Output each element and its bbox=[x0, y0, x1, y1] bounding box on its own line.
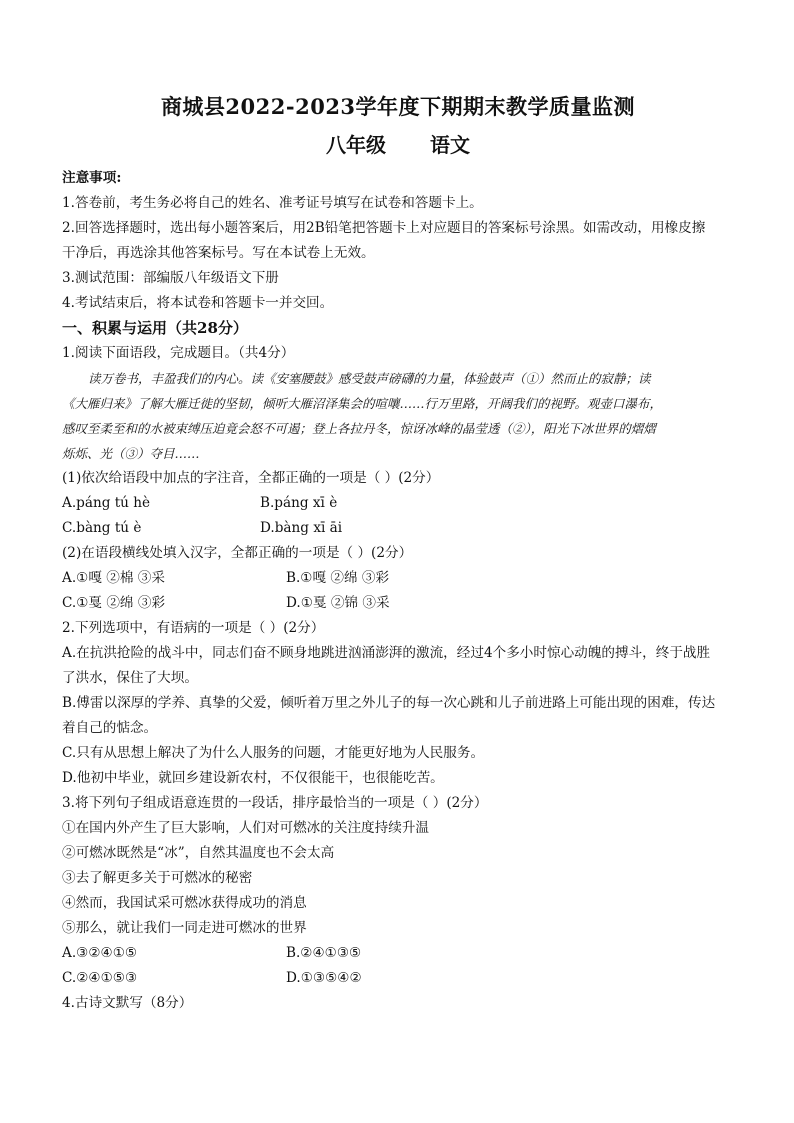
note-item: 1.答卷前，考生务必将自己的姓名、准考证号填写在试卷和答题卡上。 bbox=[62, 195, 483, 211]
section-heading: 一、积累与运用（共28分） bbox=[62, 319, 248, 337]
grade-label: 八年级 bbox=[326, 133, 386, 157]
option-line: 着自己的惦念。 bbox=[62, 720, 158, 736]
option-line: B.傅雷以深厚的学养、真挚的父爱，倾听着万里之外儿子的每一次心跳和儿子前进路上可能出现的困难，传达 bbox=[62, 695, 716, 711]
question-stem: 4.古诗文默写（8分） bbox=[62, 995, 193, 1011]
option-a: A.páng tú hè bbox=[62, 495, 151, 511]
options-row bbox=[62, 516, 734, 541]
subquestion-stem: (1)依次给语段中加点的字注音，全都正确的一项是（ ）(2分） bbox=[62, 470, 440, 486]
passage-line: 《大雁归来》了解大雁迁徙的坚韧，倾听大雁沼泽集会的喧嚷……行万里路，开阔我们的视野。观壶口瀑布， bbox=[62, 396, 663, 411]
sentence-item: ②可燃冰既然是“冰”，自然其温度也不会太高 bbox=[62, 845, 335, 861]
sentence-item: ①在国内外产生了巨大影响，人们对可燃冰的关注度持续升温 bbox=[62, 820, 430, 836]
notes-heading: 注意事项: bbox=[62, 170, 122, 186]
passage-line: 感叹至柔至和的水被束缚压迫竟会怒不可遏；登上各拉丹冬，惊讶冰峰的晶莹透（②），阳光下冰世界的熠熠 bbox=[62, 421, 656, 436]
sentence-item: ④然而，我国试采可燃冰获得成功的消息 bbox=[62, 895, 307, 911]
note-item: 3.测试范围：部编版八年级语文下册 bbox=[62, 270, 279, 286]
option-line: 了洪水，保住了大坝。 bbox=[62, 670, 198, 686]
passage-line: 烁烁、光（③）夺目…… bbox=[62, 446, 200, 461]
options-row bbox=[62, 966, 734, 991]
option-b: B.②④①③⑤ bbox=[286, 945, 362, 961]
sentence-item: ⑤那么，就让我们一同走进可燃冰的世界 bbox=[62, 920, 307, 936]
option-b: B.páng xī è bbox=[260, 495, 338, 511]
exam-subtitle bbox=[62, 130, 734, 160]
option-b: B.①嘎 ②绵 ③彩 bbox=[286, 570, 390, 586]
subject-label: 语文 bbox=[430, 133, 470, 157]
options-row bbox=[62, 491, 734, 516]
note-item: 4.考试结束后，将本试卷和答题卡一并交回。 bbox=[62, 295, 334, 311]
option-line: D.他初中毕业，就回乡建设新农村，不仅很能干，也很能吃苦。 bbox=[62, 770, 444, 786]
option-line: C.只有从思想上解决了为什么人服务的问题，才能更好地为人民服务。 bbox=[62, 745, 485, 761]
option-a: A.①嘎 ②棉 ③采 bbox=[62, 570, 165, 586]
options-row bbox=[62, 941, 734, 966]
option-line: A.在抗洪抢险的战斗中，同志们奋不顾身地跳进汹涌澎湃的激流，经过4个多小时惊心动魄的搏斗，终于战胜 bbox=[62, 645, 711, 661]
question-stem: 3.将下列句子组成语意连贯的一段话，排序最恰当的一项是（ ）(2分） bbox=[62, 795, 488, 811]
options-row bbox=[62, 591, 734, 616]
sentence-item: ③去了解更多关于可燃冰的秘密 bbox=[62, 870, 253, 886]
option-d: D.①③⑤④② bbox=[286, 970, 362, 986]
note-item: 2.回答选择题时，选出每小题答案后，用2B铅笔把答题卡上对应题目的答案标号涂黑。如需改动，用橡皮擦 bbox=[62, 220, 706, 236]
note-item: 干净后，再选涂其他答案标号。写在本试卷上无效。 bbox=[62, 245, 375, 261]
option-a: A.③②④①⑤ bbox=[62, 945, 138, 961]
exam-title: 商城县2022-2023学年度下期期末教学质量监测 bbox=[160, 94, 636, 119]
question-stem: 2.下列选项中，有语病的一项是（ ）(2分） bbox=[62, 620, 325, 636]
options-row bbox=[62, 566, 734, 591]
passage-line: 读万卷书，丰盈我们的内心。读《安塞腰鼓》感受鼓声磅礴的力量，体验鼓声（①）然而止的寂静；读 bbox=[88, 371, 651, 386]
option-c: C.bàng tú è bbox=[62, 520, 142, 536]
option-c: C.②④①⑤③ bbox=[62, 970, 138, 986]
option-c: C.①戛 ②绵 ③彩 bbox=[62, 595, 166, 611]
question-stem: 1.阅读下面语段，完成题目。（共4分） bbox=[62, 345, 295, 361]
option-d: D.bàng xī āi bbox=[260, 520, 343, 536]
subquestion-stem: (2)在语段横线处填入汉字，全都正确的一项是（ ）(2分） bbox=[62, 545, 413, 561]
option-d: D.①戛 ②锦 ③采 bbox=[286, 595, 390, 611]
